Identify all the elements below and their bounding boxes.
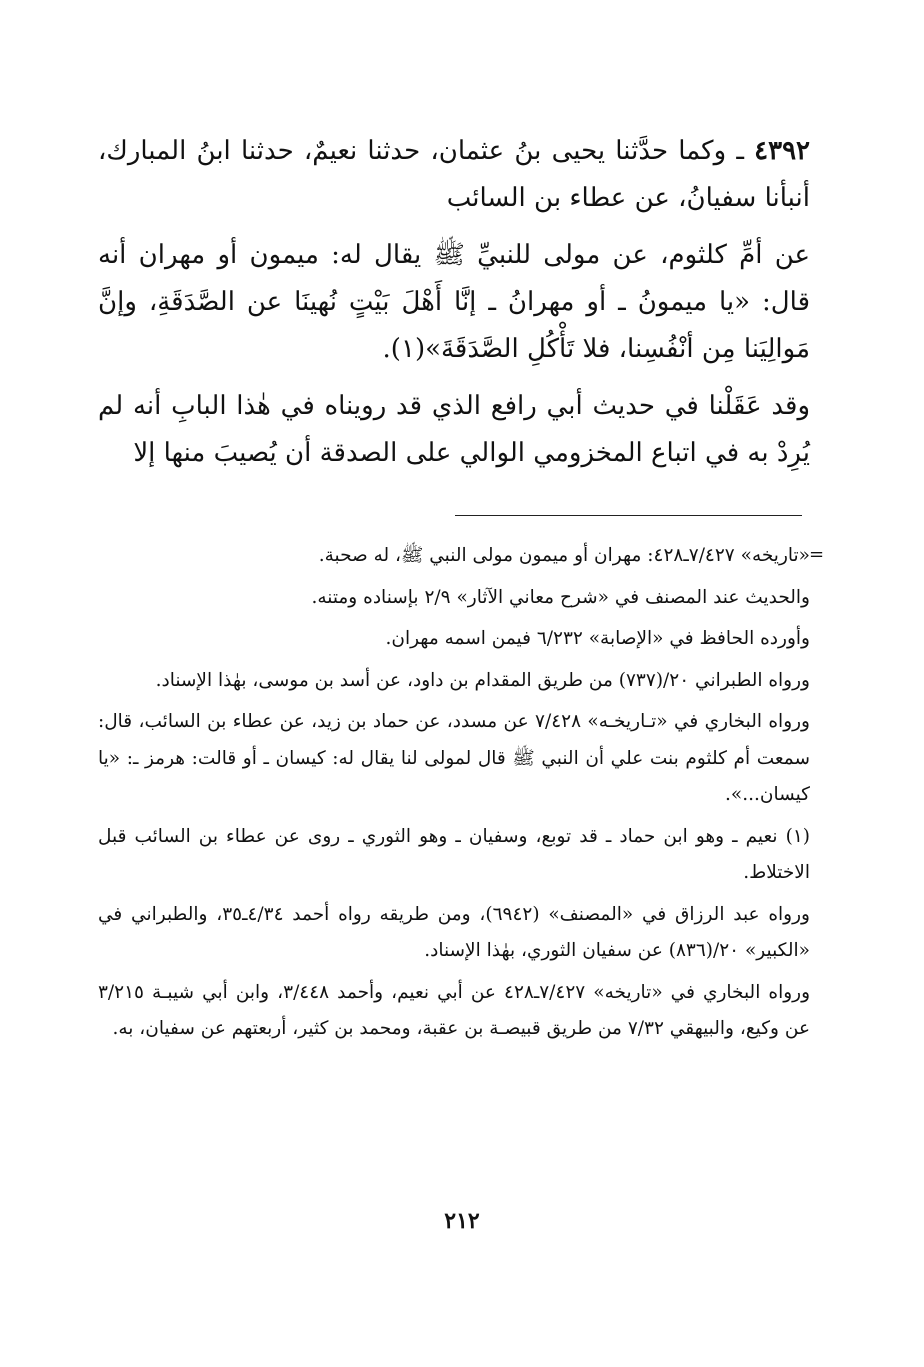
- footnote-separator: [455, 515, 802, 516]
- commentary-paragraph: وقد عَقَلْنا في حديث أبي رافع الذي قد رويناه في هٰذا البابِ أنه لم يُرِدْ به في اتباع المخزومي الوالي على الصدقة أن يُصيبَ منها إلا: [98, 391, 810, 468]
- hadith-paragraph: [98, 128, 810, 222]
- main-text: [98, 128, 810, 477]
- footnote-line: (١) نعيم ـ وهو ابن حماد ـ قد توبع، وسفيان ـ وهو الثوري ـ روى عن عطاء بن السائب قبل الاختلاط.: [98, 825, 810, 883]
- matn-paragraph: عن أمِّ كلثوم، عن مولى للنبيِّ ﷺ يقال له: ميمون أو مهران أنه قال: «يا ميمونُ ـ أو مهرانُ ـ إنَّا أَهْلَ بَيْتٍ نُهينَا عن الصَّدَقَةِ، وإنَّ مَوالِيَنا مِن أنْفُسِنا، فلا تَأْكُلِ الصَّدَقَةَ»(١).: [98, 240, 810, 364]
- isnad-text: ـ وكما حدَّثنا يحيى بنُ عثمان، حدثنا نعيمٌ، حدثنا ابنُ المبارك، أنبأنا سفيانُ، عن عطاء بن السائب: [98, 136, 810, 213]
- footnote-line: ورواه البخاري في «تـاريخـه» ٧/٤٢٨ عن مسدد، عن حماد بن زيد، عن عطاء بن السائب، قال: سمعت أم كلثوم بنت علي أن النبي ﷺ قال لمولى لنا يقال له: كيسان ـ أو قالت: هرمز ـ: «يا كيسان...».: [98, 711, 810, 805]
- footnote-line: والحديث عند المصنف في «شرح معاني الآثار» ٢/٩ بإسناده ومتنه.: [311, 586, 810, 608]
- footnote-continuation-mark: =: [809, 544, 825, 565]
- footnote-line: «تاريخه» ٧/٤٢٧ـ٤٢٨: مهران أو ميمون مولى النبي ﷺ، له صحبة.: [318, 545, 810, 566]
- footnote-line: ورواه الطبراني ٢٠/(٧٣٧) من طريق المقدام بن داود، عن أسد بن موسى، بهٰذا الإسناد.: [155, 669, 810, 691]
- page-number: ٢١٢: [444, 1208, 480, 1234]
- footnote-line: وأورده الحافظ في «الإصابة» ٦/٢٣٢ فيمن اسمه مهران.: [385, 628, 810, 649]
- footnotes: [98, 538, 810, 1048]
- hadith-number: ٤٣٩٢: [754, 136, 810, 166]
- footnote-line: ورواه البخاري في «تاريخه» ٧/٤٢٧ـ٤٢٨ عن أبي نعيم، وأحمد ٣/٤٤٨، وابن أبي شيبـة ٣/٢١٥ عن وكيع، والبيهقي ٧/٣٢ من طريق قبيصـة بن عقبة، ومحمد بن كثير، أربعتهم عن سفيان، به.: [98, 981, 811, 1039]
- footnote-line: ورواه عبد الرزاق في «المصنف» (٦٩٤٢)، ومن طريقه رواه أحمد ٤/٣٤ـ٣٥، والطبراني في «الكبير» ٢٠/(٨٣٦) عن سفيان الثوري، بهٰذا الإسناد.: [98, 903, 810, 961]
